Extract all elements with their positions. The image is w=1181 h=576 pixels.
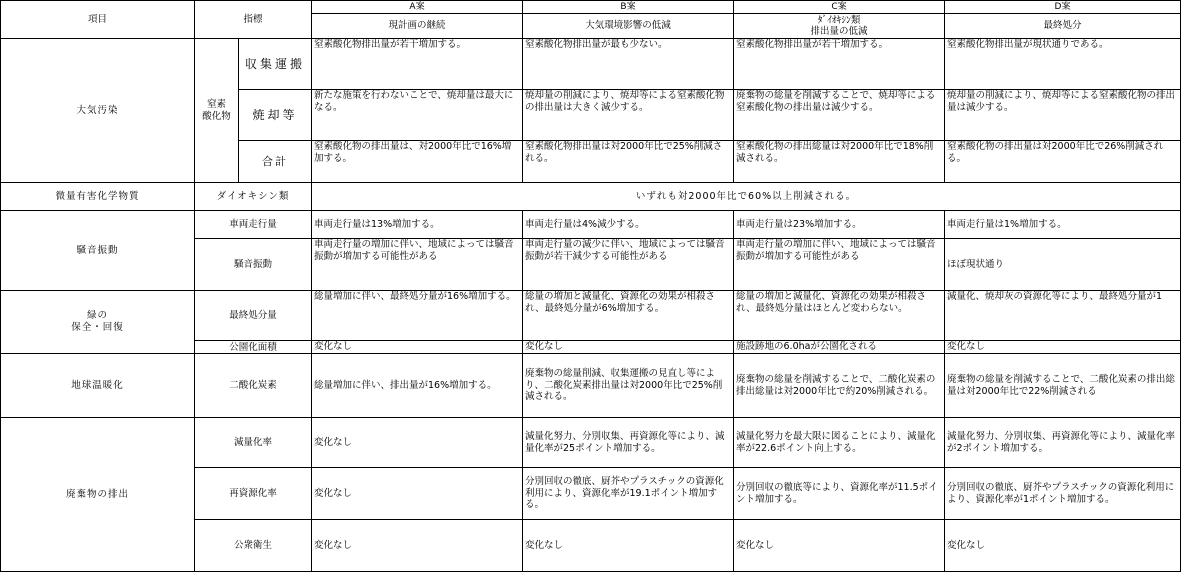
cell-air-total-d: 窒素酸化物の排出量は対2000年比で26%削減される。 xyxy=(945,141,1181,183)
cell-warming-co2-c: 廃棄物の総量を削減することで、二酸化炭素の排出総量は対2000年比で約20%削減される。 xyxy=(734,354,945,418)
category-waste: 廃棄物の排出 xyxy=(1,418,195,572)
header-plan-d: D案 xyxy=(945,1,1181,14)
cell-waste-hygiene-d: 変化なし xyxy=(945,520,1181,572)
cell-noise-traffic-d: 車両走行量は1%増加する。 xyxy=(945,211,1181,239)
cell-toxic-all: いずれも対2000年比で60%以上削減される。 xyxy=(312,183,1181,211)
cell-noise-traffic-a: 車両走行量は13%増加する。 xyxy=(312,211,523,239)
cell-noise-noise-b: 車両走行量の減少に伴い、地域によっては騒音振動が若干減少する可能性がある xyxy=(523,239,734,291)
cell-waste-recycle-c: 分別回収の徹底等により、資源化率が11.5ポイント増加する。 xyxy=(734,468,945,520)
cell-waste-hygiene-c: 変化なし xyxy=(734,520,945,572)
cell-green-park-b: 変化なし xyxy=(523,341,734,354)
cell-noise-noise-d: ほぼ現状通り xyxy=(945,239,1181,291)
cell-noise-noise-a: 車両走行量の増加に伴い、地域によっては騒音振動が増加する可能性がある xyxy=(312,239,523,291)
cell-air-burn-d: 焼却量の削減により、焼却等による窒素酸化物の排出量は減少する。 xyxy=(945,90,1181,141)
cell-air-burn-a: 新たな施策を行わないことで、焼却量は最大になる。 xyxy=(312,90,523,141)
indicator-co2: 二酸化炭素 xyxy=(195,354,312,418)
indicator-noise: 騒音振動 xyxy=(195,239,312,291)
cell-air-total-b: 窒素酸化物排出量は対2000年比で25%削減される。 xyxy=(523,141,734,183)
cell-waste-hygiene-a: 変化なし xyxy=(312,520,523,572)
indicator-recycle: 再資源化率 xyxy=(195,468,312,520)
cell-air-collect-b: 窒素酸化物排出量が最も少ない。 xyxy=(523,39,734,90)
header-goal-c: ﾀﾞｲｵｷｼﾝ類 排出量の低減 xyxy=(734,14,945,39)
header-plan-c: C案 xyxy=(734,1,945,14)
cell-waste-reduce-b: 減量化努力、分別収集、再資源化等により、減量化率が25ポイント増加する。 xyxy=(523,418,734,468)
row-waste-reduce xyxy=(1,418,1181,468)
cell-green-final-b: 総量の増加と減量化、資源化の効果が相殺され、最終処分量が6%増加する。 xyxy=(523,291,734,341)
indicator-collect: 収集運搬 xyxy=(239,39,312,90)
category-air: 大気汚染 xyxy=(1,39,195,183)
cell-waste-recycle-d: 分別回収の徹底、厨芥やプラスチックの資源化利用により、資源化率が1ポイント増加する。 xyxy=(945,468,1181,520)
header-goal-a: 現計画の継続 xyxy=(312,14,523,39)
cell-air-total-c: 窒素酸化物の排出総量は対2000年比で18%削減される。 xyxy=(734,141,945,183)
cell-waste-reduce-a: 変化なし xyxy=(312,418,523,468)
cell-air-collect-d: 窒素酸化物排出量が現状通りである。 xyxy=(945,39,1181,90)
cell-waste-reduce-d: 減量化努力、分別収集、再資源化等により、減量化率が2ポイント増加する。 xyxy=(945,418,1181,468)
row-noise-traffic xyxy=(1,211,1181,239)
cell-air-total-a: 窒素酸化物の排出量は、対2000年比で16%増加する。 xyxy=(312,141,523,183)
category-green: 緑の 保全・回復 xyxy=(1,291,195,354)
cell-warming-co2-b: 廃棄物の総量削減、収集運搬の見直し等により、二酸化炭素排出量は対2000年比で25%削減される。 xyxy=(523,354,734,418)
indicator-park: 公園化面積 xyxy=(195,341,312,354)
indicator-hygiene: 公衆衛生 xyxy=(195,520,312,572)
cell-green-park-d: 変化なし xyxy=(945,341,1181,354)
cell-noise-traffic-b: 車両走行量は4%減少する。 xyxy=(523,211,734,239)
indicator-group-nox: 窒素 酸化物 xyxy=(195,39,239,183)
cell-noise-traffic-c: 車両走行量は23%増加する。 xyxy=(734,211,945,239)
indicator-dioxin: ダイオキシン類 xyxy=(195,183,312,211)
cell-green-park-a: 変化なし xyxy=(312,341,523,354)
indicator-traffic: 車両走行量 xyxy=(195,211,312,239)
row-toxic xyxy=(1,183,1181,211)
cell-air-burn-c: 廃棄物の総量を削減することで、焼却等による窒素酸化物の排出量は減少する。 xyxy=(734,90,945,141)
header-goal-b: 大気環境影響の低減 xyxy=(523,14,734,39)
header-goal-d: 最終処分 xyxy=(945,14,1181,39)
header-plan-a: A案 xyxy=(312,1,523,14)
category-noise: 騒音振動 xyxy=(1,211,195,291)
cell-air-collect-a: 窒素酸化物排出量が若干増加する。 xyxy=(312,39,523,90)
cell-waste-recycle-b: 分別回収の徹底、厨芥やプラスチックの資源化利用により、資源化率が19.1ポイント増加する。 xyxy=(523,468,734,520)
row-warming-co2 xyxy=(1,354,1181,418)
category-warming: 地球温暖化 xyxy=(1,354,195,418)
indicator-burn: 焼却等 xyxy=(239,90,312,141)
cell-noise-noise-c: 車両走行量の増加に伴い、地域によっては騒音振動が増加する可能性がある xyxy=(734,239,945,291)
header-row-plans xyxy=(1,1,1181,14)
category-toxic: 微量有害化学物質 xyxy=(1,183,195,211)
cell-green-final-d: 減量化、焼却灰の資源化等により、最終処分量が1 xyxy=(945,291,1181,341)
cell-waste-recycle-a: 変化なし xyxy=(312,468,523,520)
cell-air-burn-b: 焼却量の削減により、焼却等による窒素酸化物の排出量は大きく減少する。 xyxy=(523,90,734,141)
row-air-collect xyxy=(1,39,1181,90)
header-item: 項目 xyxy=(1,1,195,39)
cell-waste-hygiene-b: 変化なし xyxy=(523,520,734,572)
cell-waste-reduce-c: 減量化努力を最大限に図ることにより、減量化率が22.6ポイント向上する。 xyxy=(734,418,945,468)
cell-green-final-c: 総量の増加と減量化、資源化の効果が相殺され、最終処分量はほとんど変わらない。 xyxy=(734,291,945,341)
cell-green-final-a: 総量増加に伴い、最終処分量が16%増加する。 xyxy=(312,291,523,341)
header-plan-b: B案 xyxy=(523,1,734,14)
indicator-final: 最終処分量 xyxy=(195,291,312,341)
cell-warming-co2-a: 総量増加に伴い、排出量が16%増加する。 xyxy=(312,354,523,418)
cell-warming-co2-d: 廃棄物の総量を削減することで、二酸化炭素の排出総量は対2000年比で22%削減される xyxy=(945,354,1181,418)
row-green-final xyxy=(1,291,1181,341)
cell-green-park-c: 施設跡地の6.0haが公園化される xyxy=(734,341,945,354)
indicator-reduce: 減量化率 xyxy=(195,418,312,468)
header-indicator: 指標 xyxy=(195,1,312,39)
cell-air-collect-c: 窒素酸化物排出量が若干増加する。 xyxy=(734,39,945,90)
indicator-total: 合計 xyxy=(239,141,312,183)
